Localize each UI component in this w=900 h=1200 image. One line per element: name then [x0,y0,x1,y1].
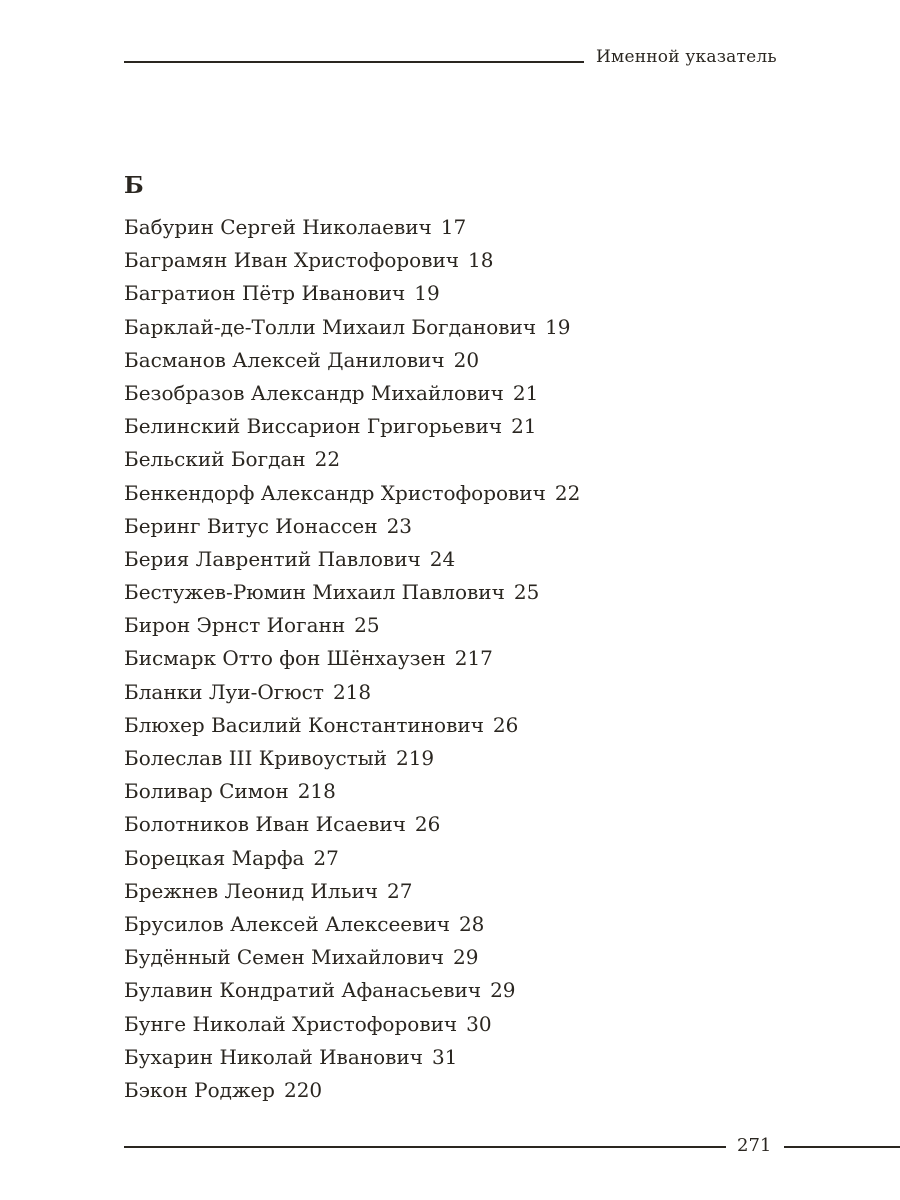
header-rule [124,61,584,63]
index-entry [124,211,580,244]
entry-page-number: 21 [512,380,539,405]
entry-name: Берия Лаврентий Павлович [124,546,421,571]
entry-page-number: 26 [414,812,441,837]
entry-name: Бисмарк Отто фон Шёнхаузен [124,646,446,671]
entry-name: Барклай-де-Толли Михаил Богданович [124,314,537,339]
entry-name: Будённый Семен Михайлович [124,945,444,970]
entry-name: Борецкая Марфа [124,845,305,870]
entry-name: Булавин Кондратий Афанасьевич [124,978,482,1003]
entry-page-number: 217 [454,646,493,671]
entry-name: Бельский Богдан [124,447,306,472]
index-entry [124,277,580,310]
entry-page-number: 19 [414,281,440,306]
entry-name: Бабурин Сергей Николаевич [124,215,432,239]
entry-page-number: 218 [297,779,336,804]
index-entry [124,576,580,609]
entry-page-number: 22 [554,480,581,505]
index-entry [124,543,580,576]
entry-name: Бланки Луи-Огюст [124,679,324,704]
page-number: 271 [737,1135,772,1156]
entry-name: Бестужев-Рюмин Михаил Павлович [124,580,505,605]
footer-rule-right [784,1146,900,1148]
index-entry [124,477,580,510]
entry-name: Багратион Пётр Иванович [124,281,406,306]
entry-name: Баграмян Иван Христофорович [124,248,460,273]
entry-name: Басманов Алексей Данилович [124,347,445,372]
index-entry [124,344,580,377]
index-entry [124,410,580,443]
index-entry [124,1008,580,1041]
entry-page-number: 25 [513,580,540,605]
entry-page-number: 22 [314,447,341,472]
index-entry [124,1041,580,1074]
index-entry [124,875,580,908]
entry-name: Беринг Витус Ионассен [124,513,378,538]
index-entry [124,311,580,344]
entry-name: Безобразов Александр Михайлович [124,380,504,405]
entry-name: Болеслав III Кривоустый [124,746,387,770]
entry-name: Боливар Симон [124,779,289,804]
index-entry [124,244,580,277]
entry-page-number: 27 [387,878,413,903]
entry-name: Блюхер Василий Константинович [124,712,484,737]
entry-page-number: 24 [429,546,456,571]
entry-page-number: 28 [458,911,485,936]
index-entry [124,775,580,808]
entry-name: Болотников Иван Исаевич [124,812,406,837]
index-entry [124,377,580,410]
entry-page-number: 18 [468,248,494,273]
index-entry [124,742,580,775]
footer-rule-left [124,1146,726,1148]
entry-page-number: 29 [490,978,516,1003]
index-entry [124,808,580,841]
entry-page-number: 19 [545,314,571,339]
entry-name: Бенкендорф Александр Христофорович [124,480,546,505]
running-head-title: Именной указатель [596,47,777,67]
index-entry [124,908,580,941]
index-entry [124,443,580,476]
entry-page-number: 219 [395,746,435,770]
entry-name: Бирон Эрнст Иоганн [124,613,346,638]
entry-page-number: 27 [313,845,339,870]
entry-page-number: 30 [466,1011,492,1036]
index-entry [124,676,580,709]
index-entry [124,609,580,642]
name-index-list [124,211,580,1107]
entry-name: Белинский Виссарион Григорьевич [124,414,503,439]
entry-page-number: 218 [332,679,372,704]
index-entry [124,974,580,1007]
entry-page-number: 26 [492,712,519,737]
entry-page-number: 31 [431,1044,458,1069]
entry-name: Бухарин Николай Иванович [124,1044,423,1069]
entry-name: Брежнев Леонид Ильич [124,878,379,903]
entry-page-number: 21 [511,414,537,439]
entry-name: Бунге Николай Христофорович [124,1011,458,1036]
index-entry [124,642,580,675]
entry-page-number: 17 [440,215,467,239]
entry-name: Брусилов Алексей Алексеевич [124,911,450,936]
section-letter: Б [124,172,144,199]
entry-name: Бэкон Роджер [124,1077,275,1102]
entry-page-number: 25 [354,613,380,638]
entry-page-number: 23 [386,513,413,538]
entry-page-number: 220 [283,1077,323,1102]
index-entry [124,1074,580,1107]
index-entry [124,842,580,875]
entry-page-number: 29 [453,945,479,970]
entry-page-number: 20 [453,347,480,372]
index-entry [124,941,580,974]
index-entry [124,510,580,543]
index-entry [124,709,580,742]
